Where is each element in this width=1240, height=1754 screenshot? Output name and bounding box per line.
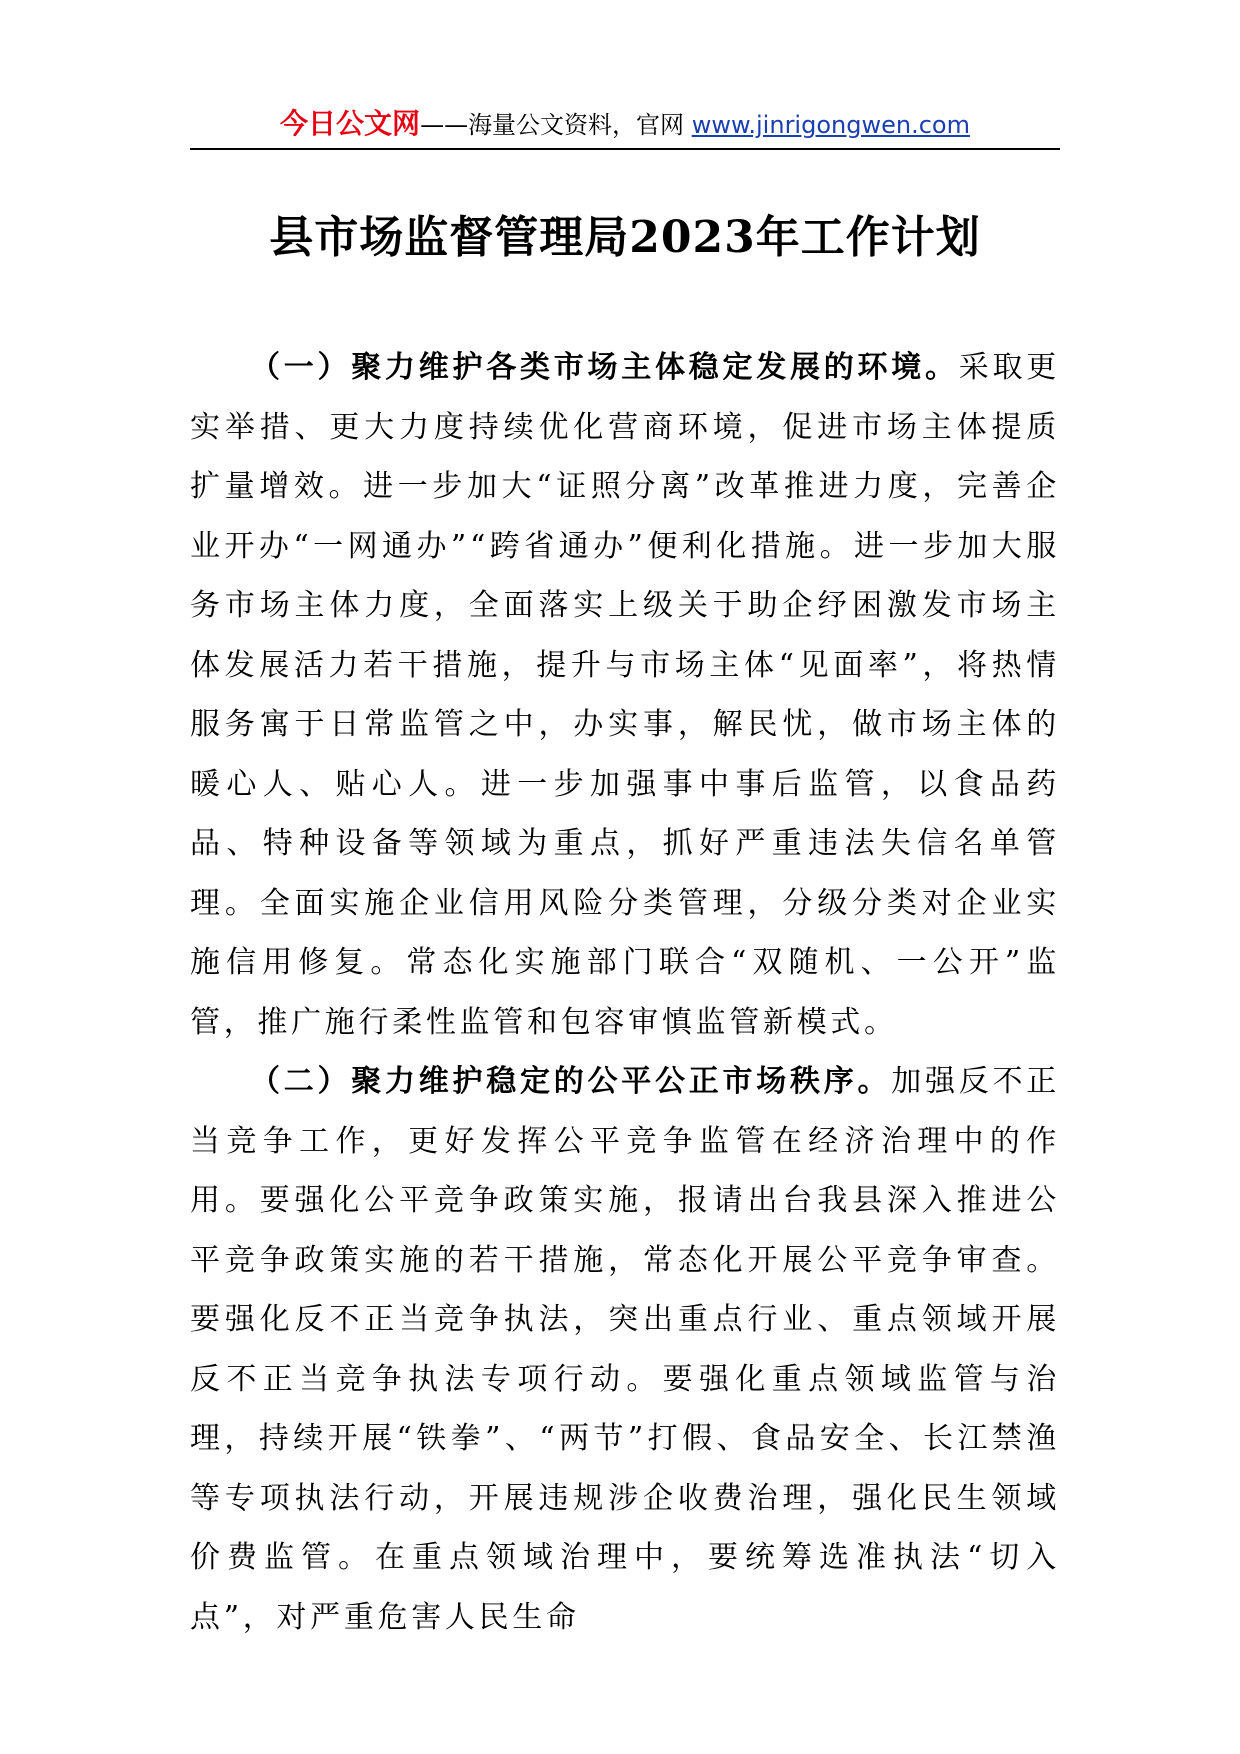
header-tagline: 海量公文资料，官网 xyxy=(468,111,685,139)
document-body xyxy=(190,338,1060,1647)
header-separator: —— xyxy=(420,111,469,139)
section-paragraph-2 xyxy=(190,1052,1060,1647)
header-brand: 今日公文网 xyxy=(280,107,421,140)
document-title: 县市场监督管理局2023年工作计划 xyxy=(269,212,981,263)
section-text-1: 采取更实举措、更大力度持续优化营商环境，促进市场主体提质扩量增效。进一步加大“证照分离”改革推进力度，完善企业开办“一网通办”“跨省通办”便利化措施。进一步加大服务市场主体力度，全面落实上级关于助企纾困激发市场主体发展活力若干措施，提升与市场主体“见面率”，将热情服务寓于日常监管之中，办实事，解民忧，做市场主体的暖心人、贴心人。进一步加强事中事后监管，以食品药品、特种设备等领域为重点，抓好严重违法失信名单管理。全面实施企业信用风险分类管理，分级分类对企业实施信用修复。常态化实施部门联合“双随机、一公开”监管，推广施行柔性监管和包容审慎监管新模式。 xyxy=(190,350,1061,1040)
page-header xyxy=(190,100,1060,148)
section-heading-1: （一）聚力维护各类市场主体稳定发展的环境。 xyxy=(250,350,959,385)
section-text-2: 加强反不正当竞争工作，更好发挥公平竞争监管在经济治理中的作用。要强化公平竞争政策实施，报请出台我县深入推进公平竞争政策实施的若干措施，常态化开展公平竞争审查。要强化反不正当竞争执法，突出重点行业、重点领域开展反不正当竞争执法专项行动。要强化重点领域监管与治理，持续开展“铁拳”、“两节”打假、食品安全、长江禁渔等专项执法行动，开展违规涉企收费治理，强化民生领域价费监管。在重点领域治理中，要统筹选准执法“切入点”，对严重危害人民生命 xyxy=(190,1064,1060,1635)
section-paragraph-1 xyxy=(190,338,1060,1052)
section-heading-2: （二）聚力维护稳定的公平公正市场秩序。 xyxy=(250,1064,892,1099)
header-url-link[interactable]: www.jinrigongwen.com xyxy=(691,111,970,139)
header-divider xyxy=(190,148,1060,150)
